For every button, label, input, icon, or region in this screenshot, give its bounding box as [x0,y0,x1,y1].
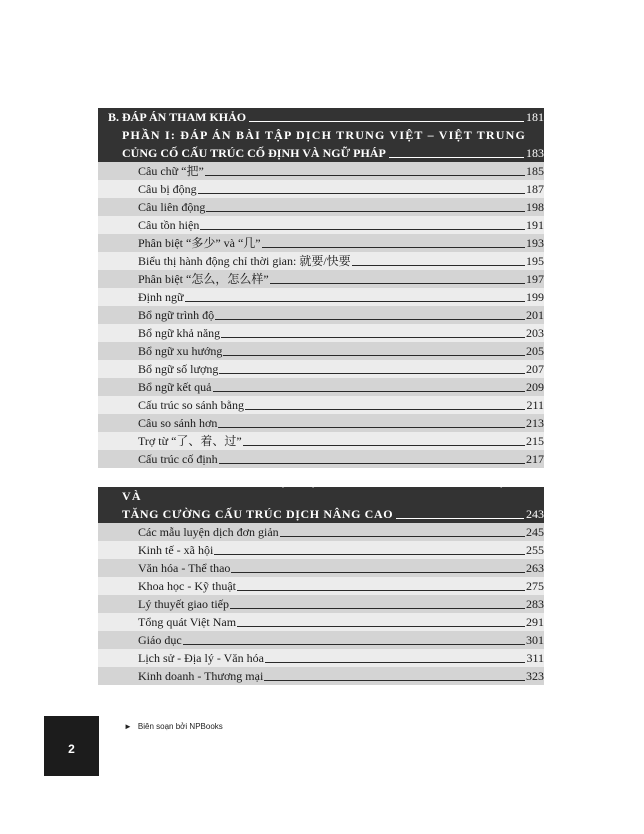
toc-entry-page: 198 [526,200,544,214]
toc-entry-label: Tổng quát Việt Nam [138,615,237,629]
toc-entry-page: 275 [526,579,544,593]
leader-dots [223,355,525,356]
toc-entry[interactable] [98,613,544,631]
leader-dots [265,662,526,663]
toc-entry-page: 291 [526,615,544,629]
toc-entry[interactable] [98,631,544,649]
part2-title-line1[interactable] [98,474,544,505]
leader-dots [264,680,525,681]
toc-block-2 [98,474,544,685]
toc-entry-page: 191 [526,218,544,232]
leader-dots [245,409,525,410]
toc-entry-label: Cấu trúc cố định [138,452,218,466]
toc-entry-label: Kinh doanh - Thương mại [138,669,264,683]
toc-entry-label: Câu chữ “把” [138,164,204,178]
leader-dots [280,536,525,537]
toc-entry-label: Bổ ngữ trình độ [138,308,215,322]
toc-entry-page: 215 [526,434,544,448]
leader-dots [396,518,524,519]
leader-dots [389,157,524,158]
toc-entry[interactable] [98,270,544,288]
part1-title-2: CỦNG CỐ CẤU TRÚC CỐ ĐỊNH VÀ NGỮ PHÁP [122,146,386,160]
toc-entry[interactable] [98,667,544,685]
toc-entry-label: Trợ từ “了、着、过” [138,434,242,448]
leader-dots [237,626,525,627]
toc-entry[interactable] [98,342,544,360]
toc-entry-label: Phân biệt “怎么，怎么样” [138,272,269,286]
toc-entry[interactable] [98,288,544,306]
credit-text: Biên soạn bởi NPBooks [137,722,223,731]
toc-entry[interactable] [98,414,544,432]
toc-entry-page: 211 [526,398,544,412]
section-b-line[interactable] [98,108,544,126]
page-number: 2 [68,742,75,756]
toc-entry-page: 193 [526,236,544,250]
toc-entry[interactable] [98,595,544,613]
leader-dots [206,211,525,212]
toc-entry-page: 197 [526,272,544,286]
toc-entry-page: 207 [526,362,544,376]
toc-entry-page: 213 [526,416,544,430]
toc-entry-label: Giáo dục [138,633,182,647]
leader-dots [237,590,525,591]
toc-entry-page: 255 [526,543,544,557]
toc-entry-page: 205 [526,344,544,358]
toc-entry[interactable] [98,198,544,216]
part1-page: 183 [526,146,544,160]
toc-entry[interactable] [98,378,544,396]
toc-entry-label: Bổ ngữ số lượng [138,362,219,376]
leader-dots [218,427,525,428]
toc-entry-page: 283 [526,597,544,611]
toc-entry[interactable] [98,523,544,541]
leader-dots [249,121,524,122]
part1-title-1: PHẦN I: ĐÁP ÁN BÀI TẬP DỊCH TRUNG VIỆT – VIỆT TRUNG [122,128,527,142]
toc-entry[interactable] [98,360,544,378]
part1-title-line2[interactable] [98,144,544,162]
toc-entry-label: Văn hóa - Thể thao [138,561,231,575]
toc-entry[interactable] [98,559,544,577]
leader-dots [219,373,525,374]
section-b-page: 181 [526,110,544,124]
toc-entry-label: Lịch sử - Địa lý - Văn hóa [138,651,264,665]
toc-entry-label: Kinh tế - xã hội [138,543,214,557]
toc-entry[interactable] [98,432,544,450]
toc-entry[interactable] [98,649,544,667]
toc-entry-label: Phân biệt “多少” và “几” [138,236,261,250]
part2-list [98,523,544,685]
page-number-box [44,716,99,776]
leader-dots [215,319,525,320]
leader-dots [221,337,525,338]
toc-entry-page: 203 [526,326,544,340]
part2-title-2: TĂNG CƯỜNG CẤU TRÚC DỊCH NÂNG CAO [122,507,394,521]
leader-dots [262,247,525,248]
leader-dots [219,463,525,464]
toc-entry-page: 301 [526,633,544,647]
section-header [98,474,544,523]
footer-credit [124,722,223,731]
toc-entry-page: 263 [526,561,544,575]
part2-page: 243 [526,507,544,521]
toc-block-1 [98,108,544,468]
toc-entry-page: 245 [526,525,544,539]
leader-dots [214,554,525,555]
part2-title-line2[interactable] [98,505,544,523]
part1-title-line1[interactable] [98,126,544,144]
leader-dots [213,391,526,392]
triangle-right-icon: ► [124,722,132,731]
section-b-label: B. ĐÁP ÁN THAM KHẢO [108,110,247,124]
leader-dots [200,229,525,230]
toc-entry-label: Câu so sánh hơn [138,416,218,430]
leader-dots [230,608,525,609]
leader-dots [231,572,525,573]
toc-entry[interactable] [98,180,544,198]
leader-dots [352,265,525,266]
toc-entry-label: Lý thuyết giao tiếp [138,597,229,611]
toc-entry[interactable] [98,162,544,180]
toc-entry-label: Bổ ngữ khả năng [138,326,221,340]
part2-title-1: PHẦN II. ĐÁP ÁN BÀI TẬP DỊCH NÂNG CAO KỸ NĂNG DỊCH VÀ [122,474,526,503]
toc-entry-label: Câu tồn hiện [138,218,200,232]
toc-entry-label: Bổ ngữ kết quả [138,380,212,394]
leader-dots [270,283,525,284]
toc-entry-page: 311 [526,651,544,665]
leader-dots [243,445,525,446]
toc-entry[interactable] [98,396,544,414]
section-header [98,108,544,162]
toc-entry[interactable] [98,216,544,234]
toc-entry-page: 185 [526,164,544,178]
toc-entry-label: Câu bị động [138,182,197,196]
toc-entry-page: 187 [526,182,544,196]
leader-dots [198,193,525,194]
toc-entry[interactable] [98,306,544,324]
toc-entry[interactable] [98,324,544,342]
toc-entry-page: 201 [526,308,544,322]
toc-entry-label: Khoa học - Kỹ thuật [138,579,236,593]
toc-entry[interactable] [98,541,544,559]
toc-entry-page: 217 [526,452,544,466]
toc-entry[interactable] [98,252,544,270]
leader-dots [183,644,525,645]
toc-entry-label: Câu liên động [138,200,206,214]
toc-entry-page: 195 [526,254,544,268]
toc-entry[interactable] [98,234,544,252]
leader-dots [205,175,525,176]
leader-dots [185,301,525,302]
toc-entry-page: 209 [526,380,544,394]
toc-entry-label: Định ngữ [138,290,184,304]
toc-entry-label: Bổ ngữ xu hướng [138,344,223,358]
toc-entry-page: 199 [526,290,544,304]
part1-list [98,162,544,468]
toc-entry[interactable] [98,577,544,595]
toc-entry-page: 323 [526,669,544,683]
toc-entry-label: Cấu trúc so sánh bằng [138,398,244,412]
toc-entry[interactable] [98,450,544,468]
toc-entry-label: Các mẫu luyện dịch đơn giản [138,525,279,539]
toc-entry-label: Biểu thị hành động chỉ thời gian: 就要/快要 [138,254,351,268]
